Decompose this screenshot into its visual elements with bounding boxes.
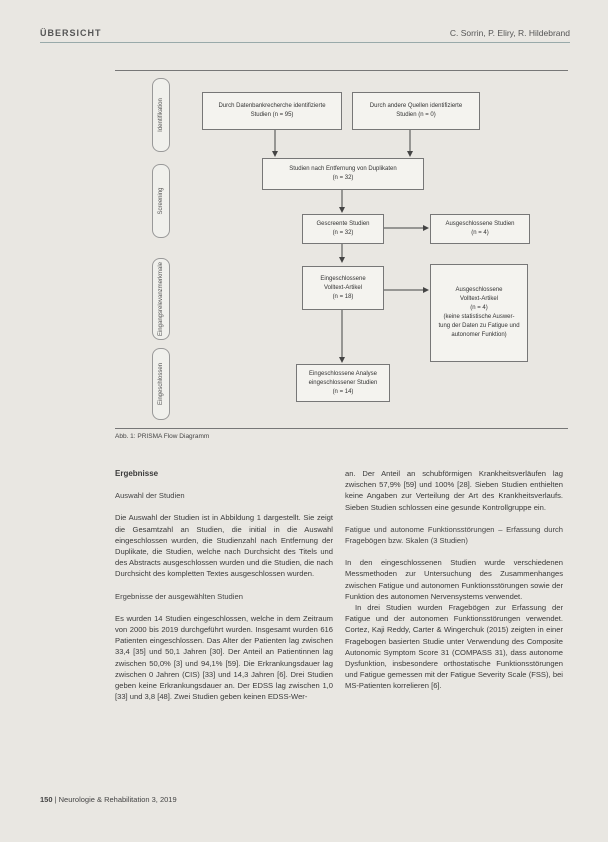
box-excluded-studies: Ausgeschlossene Studien (n = 4): [430, 214, 530, 244]
box-after-duplicates: Studien nach Entfernung von Duplikaten (n = 32): [262, 158, 424, 190]
stage-identification: Identifikation: [152, 78, 170, 152]
right-text-column: [345, 468, 563, 692]
page-number: 150: [40, 795, 53, 804]
page-footer: 150 | Neurologie & Rehabilitation 3, 2019: [40, 795, 177, 804]
body-paragraph: Die Auswahl der Studien ist in Abbildung 1 dargestellt. Sie zeigt die Gesamtzahl an Studien, die initial in die Auswahl eingeschlossen wurden, die Studienzahl nach Entfernung der Duplikate, die Studien, welche nach Durchsicht des Titels und des Abstracts ausgeschlossen wurden und die Studien, die nach Durchsicht des kompletten Textes ausgeschlossen wurden.: [115, 513, 333, 579]
stage-included: Eingeschlossen: [152, 348, 170, 420]
paragraph-gap: [345, 513, 563, 524]
stage-screening: Screening: [152, 164, 170, 238]
section-heading: Ergebnisse: [115, 469, 159, 478]
subsection-heading: Ergebnisse der ausgewählten Studien: [115, 591, 243, 601]
paragraph-gap: [115, 501, 333, 512]
author-line: C. Sorrin, P. Eliry, R. Hildebrand: [449, 28, 570, 38]
figure-caption: Abb. 1: PRISMA Flow Diagramm: [115, 433, 210, 440]
body-paragraph: In den eingeschlossenen Studien wurde verschiedenen Messmethoden zur Untersuchung des Zusammenhanges zwischen Fatigue und autonomen Funktionsstörungen sowie der Funktion des autonomen Nervensystems verwendet.: [345, 558, 563, 601]
box-other-sources: Durch andere Quellen identifizierte Studien (n = 0): [352, 92, 480, 130]
subsection-heading: Fatigue und autonome Funktionsstörungen – Erfassung durch Fragebögen bzw. Skalen (3 Studien): [345, 524, 563, 546]
box-included: Eingeschlossene Analyse eingeschlossener Studien (n = 14): [296, 364, 390, 402]
box-excluded-fulltext: Ausgeschlossene Volltext-Artikel (n = 4) (keine statistische Auswer- tung der Daten zu Fatigue und autonomer Funktion): [430, 264, 528, 362]
box-screened: Gescreente Studien (n = 32): [302, 214, 384, 244]
paragraph-gap: [115, 602, 333, 613]
body-paragraph: an. Der Anteil an schubförmigen Krankheitsverläufen lag zwischen 57,9% [59] und 100% [28]. Sieben Studien enthielten keine Angaben zur Verteilung der Art des Krankheitsverlaufs. Sieben Studien schlossen eine gesunde Kontrollgruppe ein.: [345, 469, 563, 512]
body-paragraph: Es wurden 14 Studien eingeschlossen, welche in dem Zeitraum von 2000 bis 2019 durchgeführt wurden. Insgesamt wurden 616 Patienten eingeschlossen. Das Alter der Patienten lag zwischen 33,4 [35] und 50,1 Jahren [30]. Der Anteil an Patientinnen lag zwischen 50,0% [3] und 94,1% [59]. Die Erkrankungsdauer lag zwischen 0 Jahren (CIS) [33] und 14,3 Jahren [6]. Drei Studien geben keine Erkrankungsdauer an. Der EDSS lag zwischen 1,0 [33] und 3,8 [48]. Zwei Studien geben keinen EDSS-Wer-: [115, 613, 333, 702]
box-eligible-fulltext: Eingeschlossene Volltext-Artikel (n = 18): [302, 266, 384, 310]
subsection-heading: Auswahl der Studien: [115, 491, 185, 501]
journal-name: Neurologie & Rehabilitation 3, 2019: [58, 795, 177, 804]
stage-eligibility: Eingangsrelevanzmerkmale: [152, 258, 170, 340]
paragraph-gap: [345, 546, 563, 557]
paragraph-gap: [115, 580, 333, 591]
paragraph-gap: [115, 479, 333, 490]
left-text-column: [115, 468, 333, 702]
section-label: ÜBERSICHT: [40, 28, 102, 38]
body-paragraph: In drei Studien wurden Fragebögen zur Erfassung der Fatigue und der autonomen Funktionsstörungen verwendet. Cortez, Kaji Reddy, Carter & Wingerchuk (2015) zeigten in einer Fragebogen basierten Studie unter Verwendung des Composite Autonomic Symptom Score 31 (COMPASS 31), dass autonome Dysfunktion, insbesondere orthostatische Funktionsstörungen und Fatigue gemessen mit der Fatigue Severity Scale (FSS), bei MS-Patienten korrelieren [6].: [345, 603, 563, 691]
figure-bottom-rule: [115, 428, 568, 429]
box-database-search: Durch Datenbankrecherche identifizierte Studien (n = 95): [202, 92, 342, 130]
